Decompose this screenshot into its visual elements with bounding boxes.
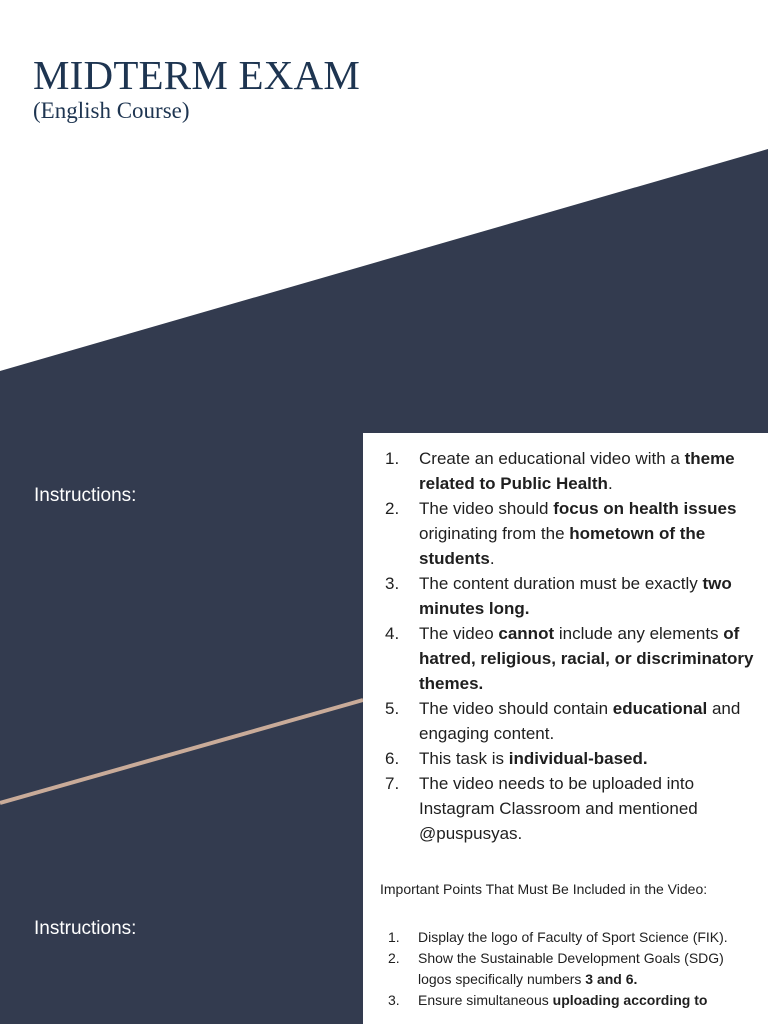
list-number: 6. [385,749,400,768]
list-text: The video should [419,499,554,518]
list-item [388,927,733,948]
list-text-bold: 3 and 6. [585,970,638,987]
list-number: 1. [388,929,400,945]
list-item [385,496,760,571]
list-text-bold: theme related to Public Health [419,449,735,493]
list-number: 2. [388,950,400,966]
page-title: MIDTERM EXAM [33,52,360,98]
list-text-bold: hometown of the students [419,524,706,568]
list-number: 5. [385,699,400,718]
list-text: Display the logo of Faculty of Sport Science (FIK). [418,929,728,945]
list-text-bold: of hatred, religious, racial, or discriminatory themes. [419,624,754,693]
list-item [385,446,760,496]
instructions-card [363,433,768,1024]
list-number: 2. [385,499,400,518]
list-text-bold: educational [612,699,708,718]
list-text: The video needs to be uploaded into Instagram Classroom and mentioned @puspusyas. [419,774,698,843]
list-text: . [489,549,495,568]
list-text: The content duration must be exactly [419,574,703,593]
list-text-bold: two minutes long. [419,574,732,618]
list-item [385,771,760,846]
list-item [385,571,760,621]
instructions-label-1: Instructions: [34,485,137,506]
list-item [385,746,760,771]
list-text: Show the Sustainable Development Goals (SDG) logos specifically numbers [418,950,724,987]
list-text-bold: individual-based. [508,749,648,768]
list-text-bold: cannot [498,624,555,643]
list-item [385,621,760,696]
list-number: 7. [385,774,400,793]
list-text: Create an educational video with a [419,449,685,468]
list-text: and engaging content. [419,699,741,743]
list-text: include any elements [554,624,724,643]
list-number: 4. [385,624,400,643]
list-text: The video [419,624,499,643]
list-text: The video should contain [419,699,613,718]
list-text: originating from the [419,524,570,543]
list-text: Ensure simultaneous [418,991,553,1008]
list-text-bold: focus on health issues [553,499,737,518]
list-item [388,990,733,1011]
important-points-list [388,927,733,1011]
list-number: 3. [388,991,400,1008]
instructions-label-2: Instructions: [34,918,137,939]
important-points-intro: Important Points That Must Be Included in the Video: [380,881,708,897]
list-item [388,948,733,989]
list-number: 1. [385,449,400,468]
list-item [385,696,760,746]
list-text: This task is [419,749,509,768]
page-subtitle: (English Course) [33,98,190,123]
instructions-list [385,446,760,846]
list-text: . [607,474,613,493]
list-number: 3. [385,574,400,593]
list-text-bold: uploading according to [552,991,708,1008]
